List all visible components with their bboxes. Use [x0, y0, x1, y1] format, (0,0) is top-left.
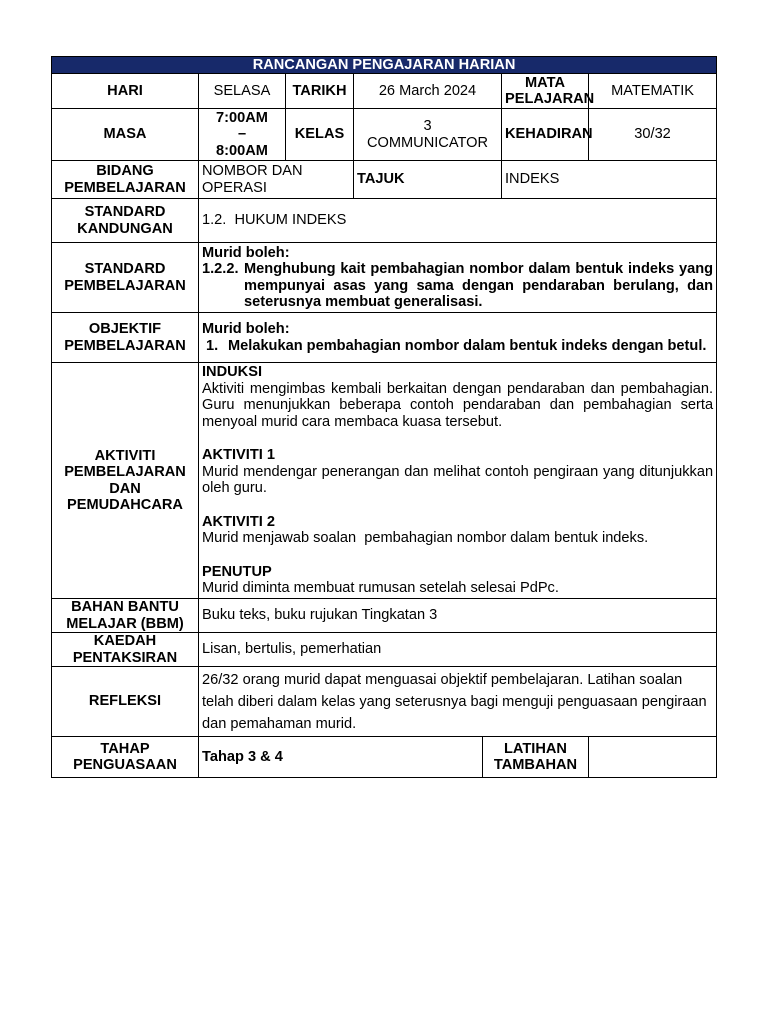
tahap-label-line-2: PENGUASAAN [73, 757, 177, 773]
latihan-tambahan-label [483, 737, 589, 778]
tahap-value: Tahap 3 & 4 [199, 737, 483, 778]
kehadiran-value: 30/32 [589, 109, 717, 161]
latihan-label-line-2: TAMBAHAN [493, 757, 578, 773]
kelas-form: 3 [423, 118, 432, 134]
standard-pembelajaran-label [52, 243, 199, 313]
row-standard-kandungan [52, 199, 717, 243]
objektif-label [52, 313, 199, 363]
induksi-title: INDUKSI [202, 364, 262, 381]
tahap-label [52, 737, 199, 778]
kaedah-value: Lisan, bertulis, pemerhatian [199, 633, 717, 667]
aktiviti-2-text: Murid menjawab soalan pembahagian nombor dalam bentuk indeks. [202, 530, 649, 547]
sp-item-number: 1.2.2. [202, 261, 239, 277]
row-refleksi [52, 667, 717, 737]
bidang-line-2: OPERASI [202, 179, 267, 196]
title-row [52, 57, 717, 74]
tajuk-value: INDEKS [502, 161, 717, 199]
masa-start: 7:00AM [216, 109, 268, 126]
sp-label-line-2: PEMBELAJARAN [64, 277, 186, 294]
tajuk-label: TAJUK [354, 161, 502, 199]
hari-value: SELASA [199, 74, 286, 109]
kelas-label: KELAS [286, 109, 354, 161]
sk-label-line-1: STANDARD [84, 204, 166, 220]
bidang-line-1: NOMBOR DAN [202, 163, 303, 179]
masa-label: MASA [52, 109, 199, 161]
bbm-label-line-1: BAHAN BANTU [71, 599, 179, 615]
row-tahap [52, 737, 717, 778]
tarikh-label: TARIKH [286, 74, 354, 109]
refleksi-value: 26/32 orang murid dapat menguasai objektif pembelajaran. Latihan soalan telah diberi dalam kelas yang seterusnya bagi menguji penguasaan pengiraan dan pemahaman murid. [199, 667, 717, 737]
row-masa [52, 109, 717, 161]
objektif-label-line-1: OBJEKTIF [88, 321, 162, 337]
row-bbm [52, 599, 717, 633]
latihan-tambahan-value [589, 737, 717, 778]
aktiviti-label-line-4: PEMUDAHCARA [67, 497, 183, 513]
refleksi-label: REFLEKSI [52, 667, 199, 737]
standard-kandungan-label [52, 199, 199, 243]
bbm-label [52, 599, 199, 633]
mata-pelajaran-value: MATEMATIK [589, 74, 717, 109]
aktiviti-label [52, 363, 199, 599]
bidang-value [199, 161, 354, 199]
latihan-label-line-1: LATIHAN [504, 740, 567, 757]
bidang-label-line-2: PEMBELAJARAN [64, 179, 186, 196]
standard-pembelajaran-value [199, 243, 717, 313]
bidang-label-line-1: BIDANG [96, 163, 154, 179]
row-kaedah [52, 633, 717, 667]
masa-value [199, 109, 286, 161]
objektif-list-item [202, 338, 713, 355]
page-title: RANCANGAN PENGAJARAN HARIAN [52, 57, 717, 74]
aktiviti-label-line-3: DAN [109, 480, 141, 497]
objektif-value [199, 313, 717, 363]
objektif-intro: Murid boleh: [202, 321, 290, 337]
aktiviti-label-line-2: PEMBELAJARAN [64, 464, 186, 480]
bbm-value: Buku teks, buku rujukan Tingkatan 3 [199, 599, 717, 633]
standard-kandungan-value: 1.2. HUKUM INDEKS [199, 199, 717, 243]
induksi-text: Aktiviti mengimbas kembali berkaitan dengan pendaraban dan pembahagian. Guru menunjukkan beberapa contoh pendaraban dan pembahagian serta menyoal murid cara membaca kuasa tersebut. [202, 380, 714, 430]
penutup-text: Murid diminta membuat rumusan setelah selesai PdPc. [202, 580, 559, 597]
objektif-item-text: Melakukan pembahagian nombor dalam bentuk indeks dengan betul. [228, 337, 707, 354]
masa-dash: – [237, 126, 247, 143]
aktiviti-1-text: Murid mendengar penerangan dan melihat contoh pengiraan yang ditunjukkan oleh guru. [202, 463, 714, 497]
sk-label-line-2: KANDUNGAN [77, 220, 173, 237]
aktiviti-value [199, 363, 717, 599]
hari-label: HARI [52, 74, 199, 109]
tarikh-value: 26 March 2024 [354, 74, 502, 109]
row-hari [52, 74, 717, 109]
mata-pelajaran-label [502, 74, 595, 109]
row-standard-pembelajaran [52, 243, 717, 313]
row-aktiviti [52, 363, 717, 599]
penutup-title: PENUTUP [202, 563, 272, 580]
tahap-label-line-1: TAHAP [100, 740, 150, 757]
objektif-item-number: 1. [206, 337, 219, 354]
mata-label-line-2: PELAJARAN [505, 91, 595, 107]
sp-item-text: Menghubung kait pembahagian nombor dalam bentuk indeks yang mempunyai asas yang sama dengan pendaraban berulang, dan seterusnya membuat generalisasi. [244, 261, 714, 310]
kehadiran-label: KEHADIRAN [502, 109, 589, 161]
sp-intro: Murid boleh: [202, 244, 290, 261]
kelas-name: COMMUNICATOR [366, 134, 489, 151]
lesson-plan-table [51, 56, 717, 778]
kelas-value [354, 109, 502, 161]
kaedah-label-line-1: KAEDAH [93, 633, 157, 649]
masa-end: 8:00AM [216, 142, 268, 159]
sp-list-item [202, 261, 713, 311]
aktiviti-1-title: AKTIVITI 1 [202, 447, 275, 464]
row-objektif [52, 313, 717, 363]
kaedah-label-line-2: PENTAKSIRAN [72, 649, 178, 666]
bidang-label [52, 161, 199, 199]
sp-label-line-1: STANDARD [84, 261, 166, 277]
objektif-label-line-2: PEMBELAJARAN [64, 337, 186, 354]
aktiviti-2-title: AKTIVITI 2 [202, 513, 275, 530]
aktiviti-label-line-1: AKTIVITI [94, 447, 156, 464]
row-bidang [52, 161, 717, 199]
bbm-label-line-2: MELAJAR (BBM) [66, 615, 184, 632]
mata-label-line-1: MATA [525, 74, 565, 91]
kaedah-label [52, 633, 199, 667]
